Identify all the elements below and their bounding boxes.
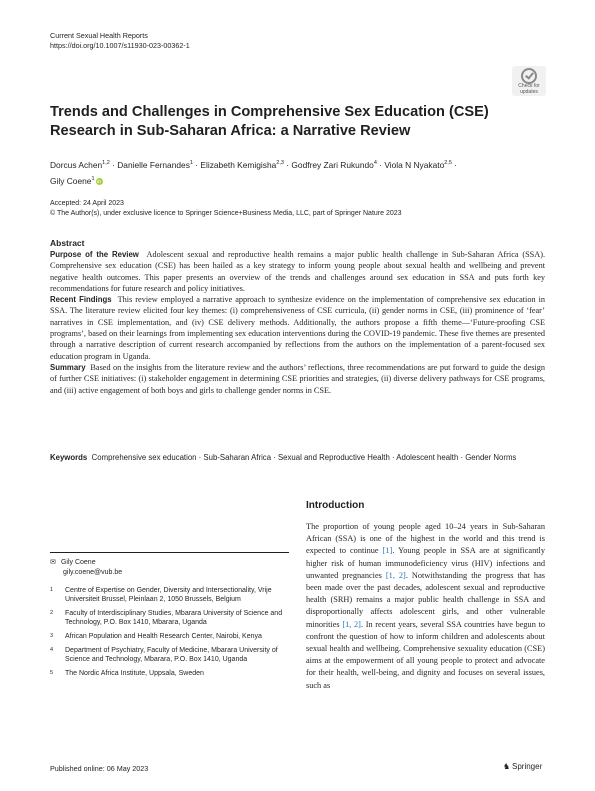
affiliation-number: 3 [50,633,54,639]
abstract-findings [50,294,545,362]
purpose-text: Adolescent sexual and reproductive health remains a major public health challenge in Sub-Saharan Africa (SSA). Comprehensive sex education (CSE) has been hailed as a key strategy to inform young people about sexual health and wellbeing and prevent negative health outcomes. This paper presents an overview of the trends and challenges around sex education in SSA and puts forth key recommendations for future research and policy initiatives. [50,250,546,293]
affiliation-text: Department of Psychiatry, Faculty of Medicine, Mbarara University of Science and Technology, Mbarara, P.O. Box 1410, Uganda [65,646,278,663]
abstract-heading: Abstract [50,238,85,248]
springer-horse-icon: ♞ [503,762,511,771]
keywords-text: Comprehensive sex education · Sub-Saharan Africa · Sexual and Reproductive Health · Adolescent health · Gender Norms [91,453,517,462]
author-name[interactable]: Dorcus Achen [50,160,103,170]
intro-text-3: . Notwithstanding the progress that has been made over the past decades, adolescent sexual and reproductive health (SRH) remains a major public health challenge in SSA and disproportionally affects adolescent girls, and other vulnerable minorities [306,570,545,629]
intro-text-2: . Young people in SSA are at significantly higher risk of human immunodeficiency virus (HIV) infections and unwanted pregnancies [306,546,546,580]
badge-line1: Check for [518,83,540,89]
corresponding-email[interactable]: gily.coene@vub.be [63,569,123,576]
article-title [50,103,530,141]
affiliation-text: The Nordic Africa Institute, Uppsala, Sweden [65,669,204,677]
title-line1: Trends and Challenges in Comprehensive Sex Education (CSE) [50,104,489,120]
corresponding-author: Gily Coene [60,559,96,566]
affiliation-number: 2 [50,610,54,616]
separator: · [112,160,115,170]
affiliation-item [50,609,289,628]
author-affil-ref: 1,2 [102,160,110,166]
published-online: Published online: 06 May 2023 [50,764,149,773]
author-name[interactable]: Godfrey Zari Rukundo [291,160,374,170]
author-name[interactable]: Viola N Nyakato [384,160,445,170]
summary-text: Based on the insights from the literature review and the authors’ reflections, three recommendations are put forward to guide the design of further CSE initiatives: (i) stakeholder engagement in determining CSE priorities and strategies, (ii) diverse delivery pathways for CSE programs, and (iii) active engagement of both boys and girls to challenge gender norms in CSE. [50,362,546,395]
affiliation-item [50,586,289,605]
check-icon [521,68,537,84]
affiliation-number: 1 [50,587,54,593]
affiliation-text: Faculty of Interdisciplinary Studies, Mbarara University of Science and Technology, P.O. Box 1410, Mbarara, Uganda [65,610,283,627]
check-for-updates-badge[interactable] [512,66,546,96]
affiliation-number: 4 [50,646,54,653]
separator: · [286,160,290,170]
author-affil-ref: 1 [189,160,193,166]
footnote-divider [50,552,289,553]
findings-text: This review employed a narrative approach to synthesize evidence on the implementation of comprehensive sex education in SSA. The literature review elicited four key themes: (i) comprehensiveness of CSE curricula, (ii) gender norms in CSE, (iii) prominence of ‘fear’ narratives in CSE implementation, and (iv) CSE delivery methods. Additionally, the authors propose a fifth theme—‘Future-proofing CSE programs’, based on their learnings from implementing sex education interventions during the COVID-19 pandemic. These five themes are presented through a narrative description of current research accompanied by reflections from the authors on the implementation of a parent-focused sex education program in Uganda. [50,295,546,361]
citation-link[interactable]: [1, 2] [342,619,361,629]
separator: · [195,160,199,170]
intro-text-1: The proportion of young people aged 10–24 years in Sub-Saharan African (SSA) is one of the highest in the world and this trend is expected to continue [306,522,545,556]
author-affil-ref: 2,5 [444,160,452,166]
introduction-text [306,521,545,692]
doi-link[interactable]: https://doi.org/10.1007/s11930-023-00362-1 [50,41,190,50]
introduction-heading: Introduction [306,500,365,511]
correspondence [50,558,122,578]
badge-line2: updates [520,88,538,95]
findings-label: Recent Findings [50,295,112,305]
abstract-summary [50,362,545,396]
author-name[interactable]: Elizabeth Kemigisha [200,160,277,170]
separator: · [379,160,382,170]
affiliation-item [50,669,289,678]
author-affil-ref: 4 [373,160,377,166]
journal-header [50,31,190,51]
intro-text-4: . In recent years, several SSA countries have begun to confront the question of how to inform children and adolescents about sexual health and wellbeing. Comprehensive sexuality education (CSE) aims at the empowerment of all young people to protect and advocate for their health, well-being, and dignity and focuses on several issues, such as [306,619,545,690]
abstract-purpose [50,249,545,294]
affiliations [50,586,289,682]
envelope-icon: ✉ [50,559,56,566]
purpose-label: Purpose of the Review [50,250,139,259]
affiliation-number: 5 [50,669,54,676]
title-line2: Research in Sub-Saharan Africa: a Narrative Review [50,123,411,139]
author-list [50,156,545,188]
article-dates [50,199,402,219]
copyright-notice: © The Author(s), under exclusive licence to Springer Science+Business Media, LLC, part of Springer Nature 2023 [50,210,402,217]
citation-link[interactable]: [1] [382,546,393,556]
abstract-section [50,238,545,396]
summary-label: Summary [50,362,86,372]
springer-logo [503,762,542,771]
affiliation-text: African Population and Health Research Center, Nairobi, Kenya [65,633,262,640]
author-affil-ref: 2,3 [276,160,284,166]
author-name[interactable]: Gily Coene [50,176,92,186]
orcid-icon[interactable]: iD [96,179,102,184]
affiliation-text: Centre of Expertise on Gender, Diversity and Intersectionality, Vrije Universiteit Brussel, Pleinlaan 2, 1050 Brussels, Belgium [65,587,272,604]
keywords [50,452,545,464]
affiliation-item [50,632,289,641]
affiliation-item [50,646,289,665]
author-name[interactable]: Danielle Fernandes [117,160,190,170]
author-affil-ref: 1 [91,176,95,182]
citation-link[interactable]: [1, 2] [385,570,406,580]
separator: · [454,160,458,170]
publisher-name: Springer [512,762,543,771]
journal-name: Current Sexual Health Reports [50,31,148,40]
keywords-label: Keywords [50,453,88,462]
accepted-date: Accepted: 24 April 2023 [50,200,124,207]
